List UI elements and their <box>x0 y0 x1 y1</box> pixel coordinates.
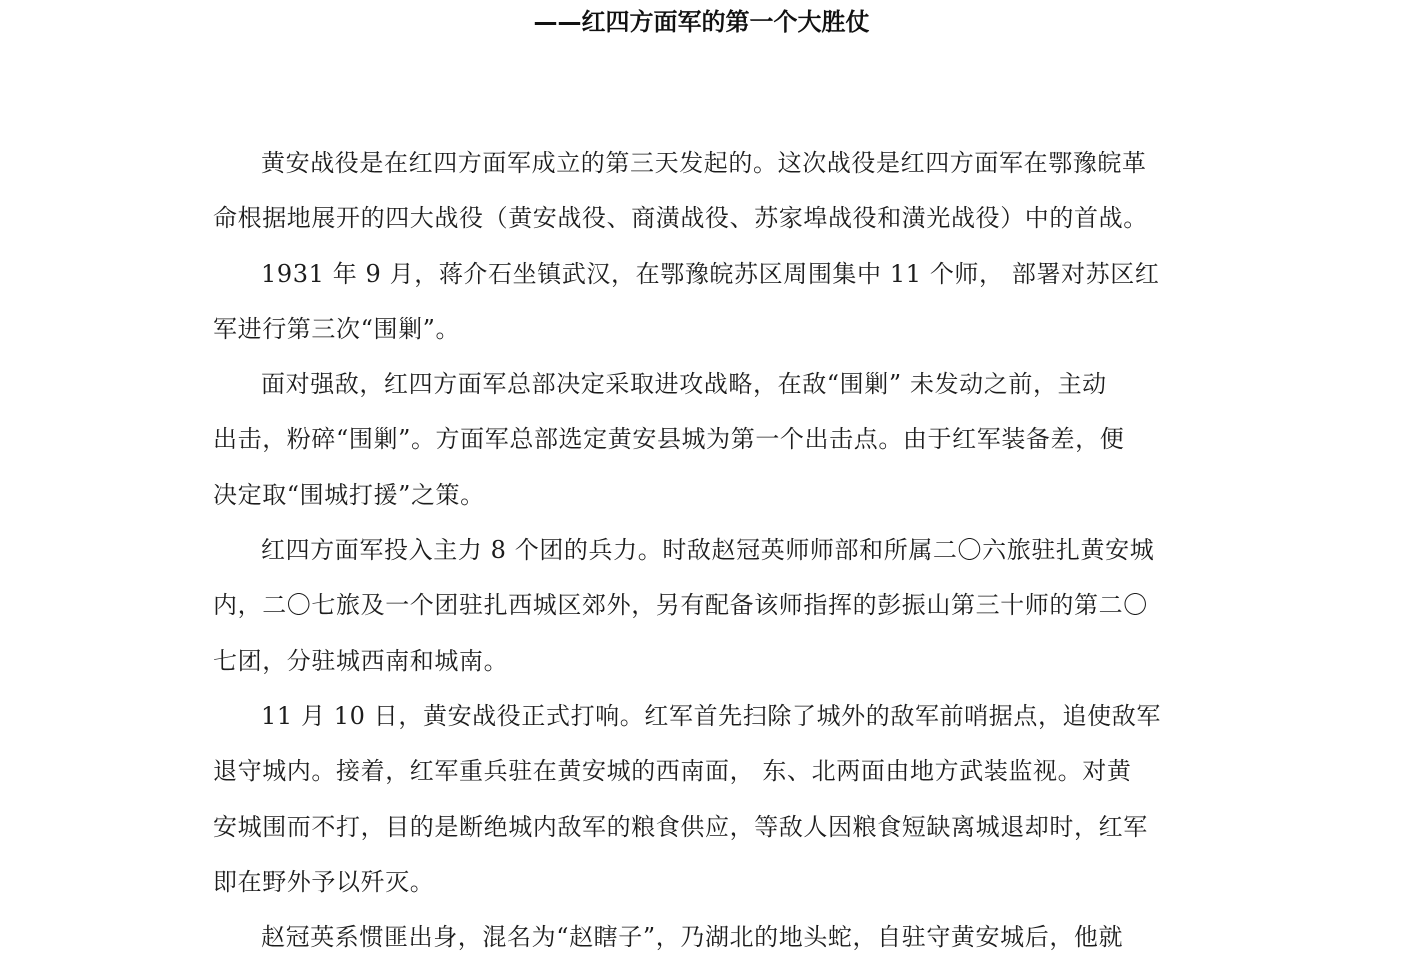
document-body <box>213 136 1193 965</box>
text-line: 面对强敌，红四方面军总部决定采取进攻战略，在敌“围剿” 未发动之前，主动 <box>261 370 1107 399</box>
paragraph <box>213 523 1193 689</box>
paragraph <box>213 689 1193 910</box>
text-line: 退守城内。接着，红军重兵驻在黄安城的西南面， 东、北两面由地方武装监视。对黄 <box>213 757 1132 786</box>
paragraph <box>213 357 1193 523</box>
paragraph <box>213 910 1193 965</box>
text-line: 红四方面军投入主力 8 个团的兵力。时敌赵冠英师师部和所属二〇六旅驻扎黄安城 <box>261 536 1155 565</box>
text-line: 命根据地展开的四大战役（黄安战役、商潢战役、苏家埠战役和潢光战役）中的首战。 <box>213 204 1148 233</box>
text-line: 赵冠英系惯匪出身，混名为“赵瞎子”，乃湖北的地头蛇，自驻守黄安城后，他就 <box>261 923 1124 952</box>
text-line: 安城围而不打，目的是断绝城内敌军的粮食供应，等敌人因粮食短缺离城退却时，红军 <box>213 812 1148 841</box>
text-line: 出击，粉碎“围剿”。方面军总部选定黄安县城为第一个出击点。由于红军装备差，便 <box>213 425 1125 454</box>
text-line: 黄安战役是在红四方面军成立的第三天发起的。这次战役是红四方面军在鄂豫皖革 <box>261 149 1147 177</box>
paragraph <box>213 136 1193 247</box>
paragraph <box>213 247 1193 358</box>
text-line: 决定取“围城打援”之策。 <box>213 480 485 509</box>
text-line: 内，二〇七旅及一个团驻扎西城区郊外，另有配备该师指挥的彭振山第三十师的第二〇 <box>213 591 1148 620</box>
text-line: 七团，分驻城西南和城南。 <box>213 646 509 675</box>
text-line: 11 月 10 日，黄安战役正式打响。红军首先扫除了城外的敌军前哨据点，追使敌军 <box>261 701 1161 730</box>
text-line: 军进行第三次“围剿”。 <box>213 314 461 343</box>
text-line: 1931 年 9 月，蒋介石坐镇武汉，在鄂豫皖苏区周围集中 11 个师， 部署对苏区红 <box>261 259 1160 288</box>
document-subtitle: ——红四方面军的第一个大胜仗 <box>533 8 870 36</box>
text-line: 即在野外予以歼灭。 <box>213 867 435 896</box>
